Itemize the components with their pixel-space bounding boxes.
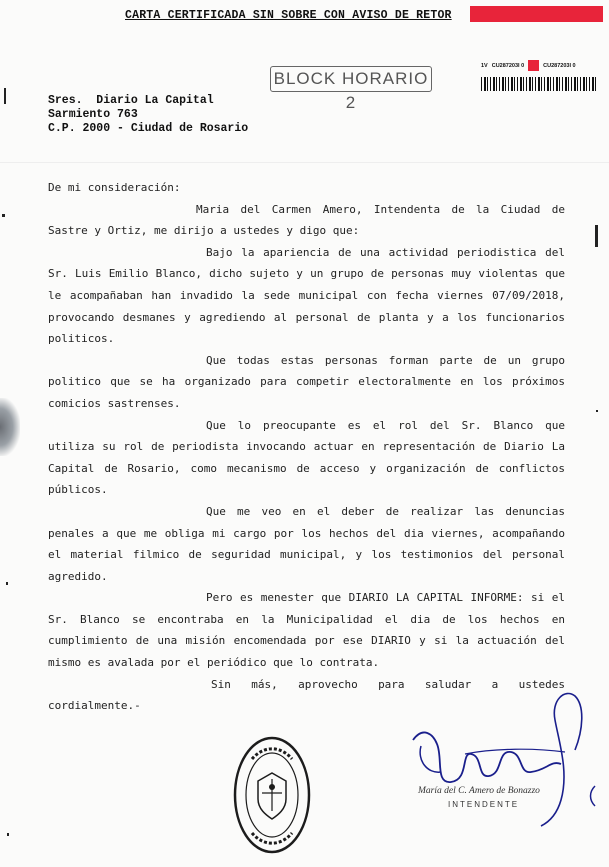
- tracking-barcode: [481, 60, 601, 91]
- barcode-prefix: 1V: [481, 62, 488, 69]
- barcode-code-right: CU287203I 0: [543, 62, 576, 69]
- paragraph-1: Maria del Carmen Amero, Intendenta de la Ciudad de Sastre y Ortiz, me dirijo a ustedes y digo que:: [48, 202, 565, 238]
- paragraph-6: Pero es menester que DIARIO LA CAPITAL INFORME: si el Sr. Blanco se encontraba en la Municipalidad el dia de los hechos en cumplimiento de una misión encomendada por ese DIARIO y si la actuación del mismo es avalada por el periódico que lo contrata.: [48, 591, 565, 670]
- scan-mark: [6, 582, 8, 585]
- address-line-2: Sarmiento 763: [48, 108, 138, 121]
- scan-smudge: [0, 398, 20, 456]
- signatory-title: INTENDENTE: [448, 800, 520, 809]
- barcode-red-marker: [528, 60, 539, 71]
- fold-line: [0, 162, 609, 163]
- recipient-address: [48, 94, 248, 136]
- block-horario-stamp: BLOCK HORARIO 2: [270, 66, 432, 92]
- municipal-seal: [232, 735, 312, 855]
- scan-mark: [595, 225, 598, 247]
- address-line-1: Sres. Diario La Capital: [48, 94, 214, 107]
- barcode-code-left: CU287203I 0: [491, 62, 525, 69]
- paragraph-4: Que lo preocupante es el rol del Sr. Blanco que utiliza su rol de periodista invocando actuar en representación de Diario La Capital de Rosario, como mecanismo de acceso y organización de conflictos públicos.: [48, 418, 565, 497]
- paragraph-5: Que me veo en el deber de realizar las denuncias penales a que me obliga mi cargo por los hechos del dia viernes, acompañando el material filmico de seguridad municipal, y los testimonios del personal agredido.: [48, 504, 565, 583]
- scan-mark: [2, 214, 5, 217]
- paragraph-3: Que todas estas personas forman parte de un grupo politico que se ha organizado para competir electoralmente en los próximos comicios sastrenses.: [48, 353, 565, 410]
- letter-body: [48, 177, 565, 717]
- mail-type-header: CARTA CERTIFICADA SIN SOBRE CON AVISO DE RETOR: [125, 9, 452, 22]
- redaction-bar: [470, 6, 603, 22]
- paragraph-2: Bajo la apariencia de una actividad periodistica del Sr. Luis Emilio Blanco, dicho sujeto y un grupo de personas muy violentas que le acompañaban han invadido la sede municipal con fecha viernes 07/09/2018, provocando desmanes y agrediendo al personal de planta y a los funcionarios politicos.: [48, 245, 565, 346]
- address-line-3: C.P. 2000 - Ciudad de Rosario: [48, 122, 249, 135]
- greeting: De mi consideración:: [48, 181, 181, 194]
- signatory-name: María del C. Amero de Bonazzo: [418, 786, 540, 796]
- barcode-bars: [481, 77, 596, 91]
- scan-mark: [7, 833, 9, 836]
- paragraph-7: Sin más, aprovecho para saludar a ustedes cordialmente.-: [48, 677, 565, 713]
- scan-mark: [596, 410, 598, 412]
- scan-mark: [4, 88, 6, 104]
